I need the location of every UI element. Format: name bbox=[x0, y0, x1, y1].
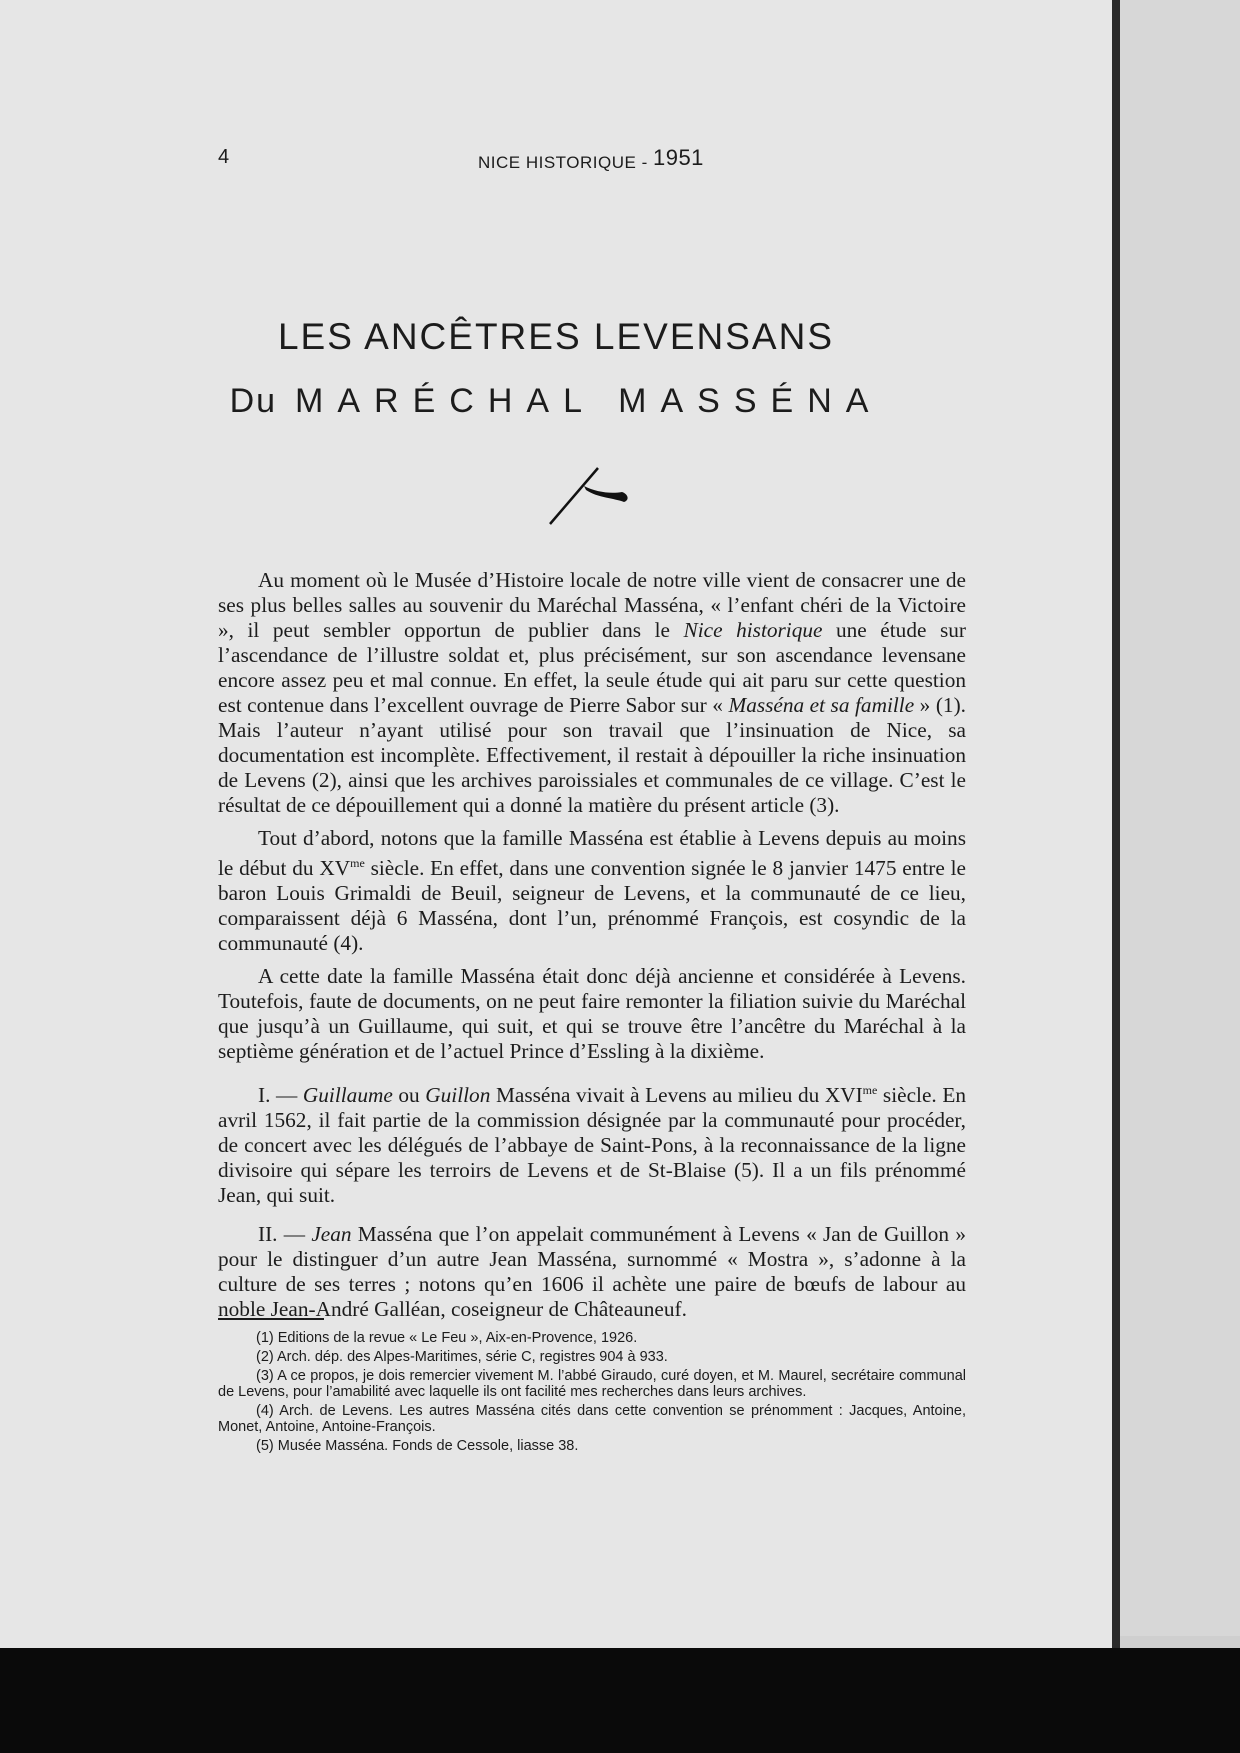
text-run: siècle. En avril 1562, il fait partie de la commission désignée par la communauté pour procéder, de concert avec les délégués de l’abbaye de Saint-Pons, à la reconnaissance de la ligne divisoire qui sépare les terroirs de Levens et de St-Blaise (5). Il a un fils prénommé Jean, qui suit. bbox=[218, 1083, 966, 1208]
article-title-line1: LES ANCÊTRES LEVENSANS bbox=[277, 316, 835, 357]
paragraph bbox=[218, 568, 966, 818]
next-page-bottom bbox=[1120, 1636, 1240, 1648]
title-du: Du bbox=[229, 382, 278, 420]
footnote: (3) A ce propos, je dois remercier vivement M. l’abbé Giraudo, curé doyen, et M. Maurel, secrétaire communal de Levens, pour l’amabilité avec laquelle ils ont facilité mes recherches dans leurs archives. bbox=[218, 1368, 966, 1400]
text-run: une étude sur l’ascendance de l’illustre soldat et, plus précisément, sur son ascendance levensane encore assez peu et mal connue. En effet, la seule étude qui ait paru sur cette question est contenue dans l’excellent ouvrage de Pierre Sabor sur « bbox=[218, 618, 966, 717]
footnote: (5) Musée Masséna. Fonds de Cessole, liasse 38. bbox=[256, 1438, 579, 1454]
italic-text: Jean bbox=[311, 1222, 352, 1247]
paragraph bbox=[218, 826, 966, 956]
paragraph bbox=[218, 1078, 966, 1208]
title-marshal: MARÉCHAL MASSÉNA bbox=[295, 382, 883, 420]
superscript: me bbox=[350, 856, 365, 870]
footnote: (4) Arch. de Levens. Les autres Masséna cités dans cette convention se prénomment : Jacques, Antoine, Monet, Antoine, Antoine-François. bbox=[218, 1403, 966, 1435]
text-run: A cette date la famille Masséna était donc déjà ancienne et considérée à Levens. Toutefois, faute de documents, on ne peut faire remonter la filiation suivie du Maréchal que jusqu’à un Guillaume, qui suit, et qui se trouve être l’ancêtre du Maréchal à la septième génération et de l’actuel Prince d’Essling à la dixième. bbox=[218, 964, 966, 1064]
page-number: 4 bbox=[218, 146, 230, 168]
footnotes bbox=[218, 1330, 966, 1457]
footnote-rule bbox=[218, 1318, 324, 1320]
header-separator: - bbox=[641, 153, 648, 172]
initials-monogram-icon bbox=[548, 458, 636, 526]
italic-text: Guillaume bbox=[302, 1083, 393, 1108]
running-head bbox=[218, 146, 948, 172]
italic-text: Nice historique bbox=[683, 618, 823, 642]
journal-title bbox=[478, 145, 704, 174]
paragraph bbox=[218, 964, 966, 1064]
text-run: » (1). Mais l’auteur n’ayant utilisé pour son travail que l’insinuation de Nice, sa documentation est incomplète. Effectivement, il restait à dépouiller la riche insinuation de Levens (2), ainsi que les archives paroissiales et communales de ce village. C’est le résultat de ce dépouillement qui a donné la matière du présent article (3). bbox=[218, 693, 966, 817]
footnote: (2) Arch. dép. des Alpes-Maritimes, série C, registres 904 à 933. bbox=[256, 1349, 668, 1365]
footnote: (1) Editions de la revue « Le Feu », Aix-en-Provence, 1926. bbox=[256, 1330, 638, 1346]
journal-name: NICE HISTORIQUE bbox=[478, 153, 637, 172]
page-edge bbox=[1112, 0, 1120, 1648]
superscript: me bbox=[862, 1083, 878, 1098]
text-run: Au moment où le Musée d’Histoire locale de notre ville vient de consacrer une de ses plus belles salles au souvenir du Maréchal Masséna, « l’enfant chéri de la Victoire », il peut sembler opportun de publier dans le bbox=[218, 568, 966, 642]
text-run: II. — bbox=[258, 1222, 312, 1247]
italic-text: Guillon bbox=[425, 1083, 491, 1108]
text-run: ou bbox=[392, 1083, 426, 1108]
text-run: siècle. En effet, dans une convention signée le 8 janvier 1475 entre le baron Louis Grimaldi de Beuil, seigneur de Levens, et la communauté de ce lieu, comparaissent déjà 6 Masséna, dont l’un, prénommé François, est cosyndic de la communauté (4). bbox=[218, 856, 966, 956]
text-run: Masséna vivait à Levens au milieu du XVI bbox=[490, 1083, 863, 1108]
article-body bbox=[218, 568, 966, 1330]
article-title-line2 bbox=[0, 382, 1112, 421]
paragraph bbox=[218, 1222, 966, 1322]
text-run: Masséna que l’on appelait communément à Levens « Jan de Guillon » pour le distinguer d’un autre Jean Masséna, surnommé « Mostra », s’adonne à la culture de ses terres ; notons qu’en 1606 il achète une paire de bœufs de labour au noble Jean-André Galléan, coseigneur de Châteauneuf. bbox=[218, 1222, 966, 1322]
italic-text: Masséna et sa famille bbox=[728, 693, 915, 717]
next-page bbox=[1120, 0, 1240, 1648]
text-run: I. — bbox=[258, 1083, 303, 1108]
journal-year: 1951 bbox=[652, 145, 704, 170]
text-run: Tout d’abord, notons que la famille Masséna est établie à Levens depuis au moins le début du XV bbox=[218, 826, 966, 881]
